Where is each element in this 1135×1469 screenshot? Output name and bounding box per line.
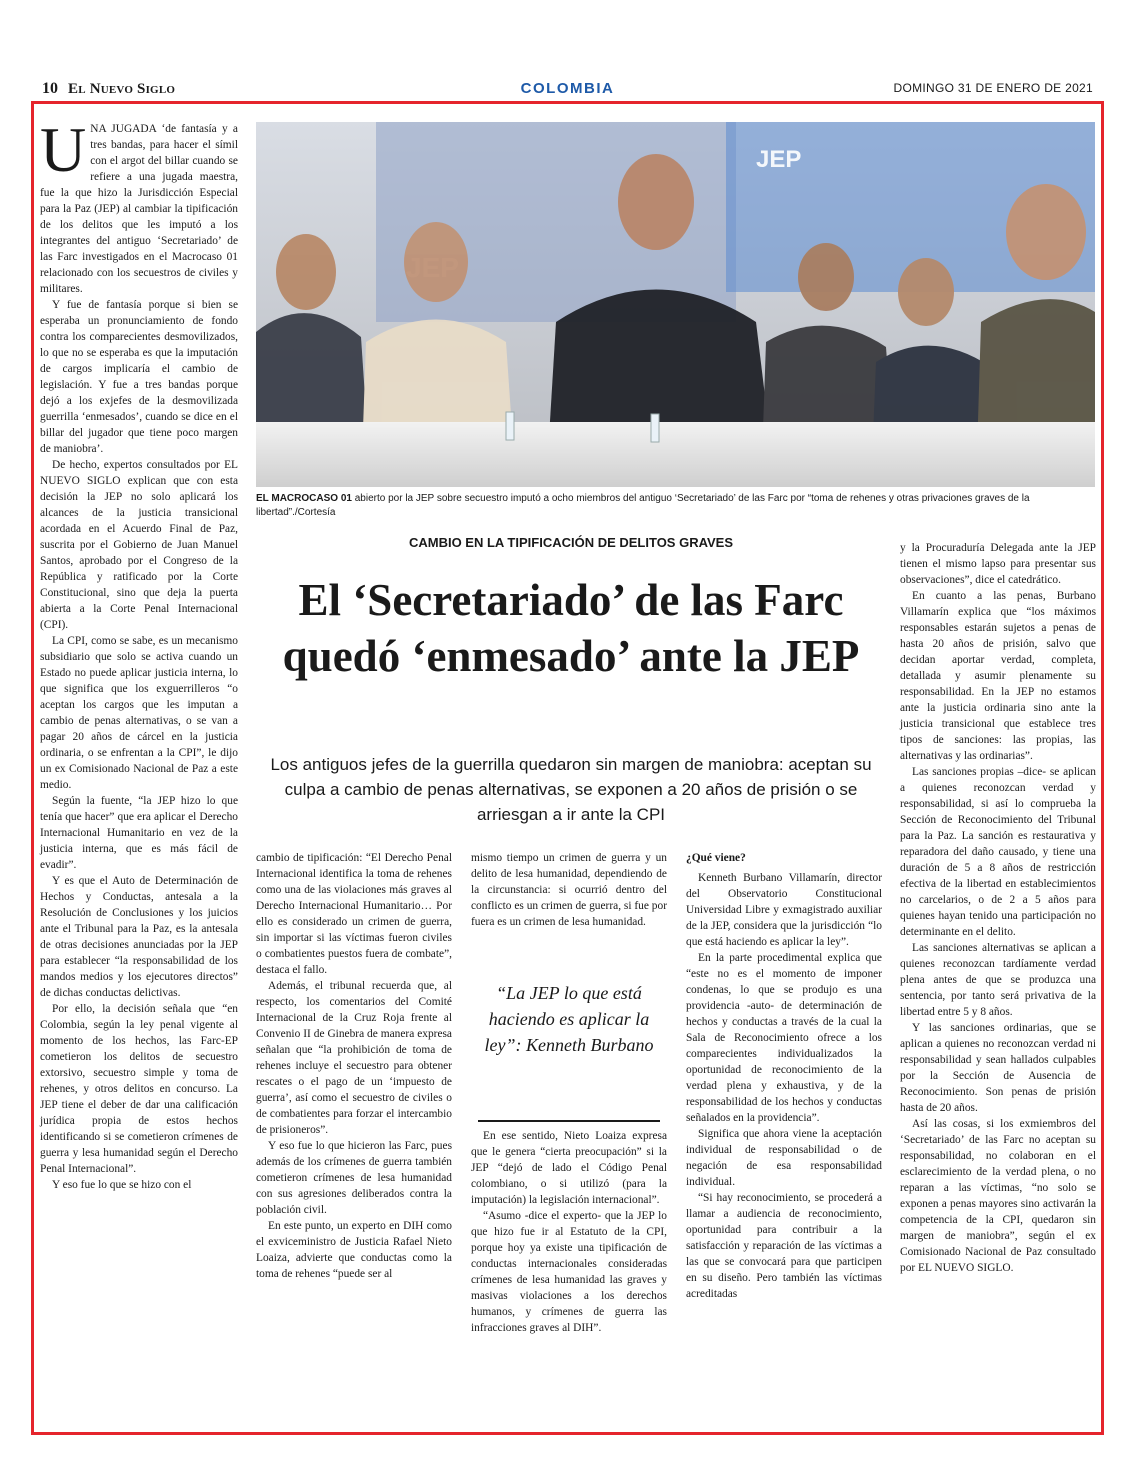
- kicker: CAMBIO EN LA TIPIFICACIÓN DE DELITOS GRAVES: [408, 535, 734, 550]
- paragraph: En ese sentido, Nieto Loaiza expresa que le genera “cierta preocupación” si la JEP “dejó de lado el Código Penal colombiano, o si utilizó (para la imputación) la legislación internacional”.: [471, 1130, 667, 1206]
- paragraph: Y fue de fantasía porque si bien se esperaba un pronunciamiento de fondo contra los comparecientes desmovilizados, lo que no se esperaba es que la imputación de cargos implicaría el cambio de legislación. Y fue a tres bandas porque dejó a los exjefes de la desmovilizada guerrilla ‘enmesados’, cuando se dice en el billar del jugador que tiene poco margen de maniobra’.: [40, 299, 238, 455]
- paragraph: Las sanciones alternativas se aplican a quienes reconozcan tardíamente verdad plena antes de que se produzca una sentencia, por tanto será privativa de la libertad entre 5 y 8 años.: [900, 942, 1096, 1018]
- svg-text:JEP: JEP: [756, 146, 802, 173]
- paragraph: UNA JUGADA ‘de fantasía y a tres bandas, para hacer el símil con el argot del billar cuando se refiere a una jugada maestra, fue la que hizo la Jurisdicción Especial para la Paz (JEP) al cambiar la tipificación de los delitos que les imputó a los integrantes del antiguo ‘Secretariado’ de las Farc investigados en el Macrocaso 01 relacionado con los secuestros de civiles y militares.: [40, 114, 238, 295]
- article-column-2: [256, 850, 452, 1282]
- paragraph: Así las cosas, si los exmiembros del ‘Secretariado’ de las Farc no aceptan su responsabilidad, no colaboran en el esclarecimiento de la verdad plena, o no reparan a las víctimas, “no solo se exponen a penas mayores sino activarán la competencia de la CPI, quedaron sin margen de maniobra”, según el ex Comisionado Nacional de Paz consultado por EL NUEVO SIGLO.: [900, 1118, 1096, 1274]
- paragraph: Por ello, la decisión señala que “en Colombia, según la ley penal vigente al momento de los hechos, las Farc-EP cometieron los delitos de secuestro extorsivo, secuestro simple y toma de rehenes, y otros delitos en concurso. La JEP tiene el deber de dar una calificación jurídica propia de estos hechos identificando si se cometieron crímenes de guerra y lesa humanidad según el Derecho Penal Internacional”.: [40, 1003, 238, 1175]
- article-column-3: [471, 850, 667, 1336]
- article-column-4: [686, 850, 882, 1302]
- section-name: COLOMBIA: [520, 80, 615, 97]
- paragraph: Las sanciones propias –dice- se aplican a quienes reconozcan verdad y responsabilidad, si así lo comprueba la Sección de Reconocimiento del Tribunal para la Paz. La sanción es restaurativa y reparadora del daño causado, y tiene una duración de 5 a 8 años de restricción efectiva de la libertad en establecimientos no carcelarios, o de 2 a 5 años para quienes hayan tenido una participación no determinante en el delito.: [900, 766, 1096, 938]
- paragraph: Y eso fue lo que se hizo con el: [52, 1179, 192, 1191]
- paragraph: Según la fuente, “la JEP hizo lo que tenía que hacer” que era aplicar el Derecho Internacional Humanitario en vez de la justicia interna, que es más fácil de evadir”.: [40, 795, 238, 871]
- issue-date: DOMINGO 31 DE ENERO DE 2021: [893, 81, 1093, 95]
- paragraph: En cuanto a las penas, Burbano Villamarín explica que “los máximos responsables estarán sujetos a penas de hasta 20 años de prisión, salvo que decidan aportar verdad, completa, detallada y asumir plenamente su responsabilidad. En la JEP no estamos ante la justicia ordinaria sino ante la justicia transicional que establece tres tipos de sanciones: las propias, las alternativas y las ordinarias”.: [900, 590, 1096, 762]
- photo-caption: EL MACROCASO 01 abierto por la JEP sobre secuestro imputó a ocho miembros del antiguo ‘Secretariado’ de las Farc por “toma de rehenes y otras privaciones graves de la libertad”./Cortesía: [256, 493, 1030, 518]
- paragraph: Significa que ahora viene la aceptación individual de responsabilidad o de negación de esa responsabilidad individual.: [686, 1128, 882, 1188]
- subheadline-deck: Los antiguos jefes de la guerrilla quedaron sin margen de maniobra: aceptan su culpa a cambio de penas alternativas, se exponen a 20 años de prisión o se arriesgan a ir ante la CPI: [270, 755, 872, 824]
- headline: El ‘Secretariado’ de las Farc quedó ‘enmesado’ ante la JEP: [282, 575, 860, 681]
- paragraph: Además, el tribunal recuerda que, al respecto, los comentarios del Comité Internacional de la Cruz Roja frente al Convenio II de Ginebra de manera expresa señalan que “la prohibición de toma de rehenes incluye el secuestro para obtener rescates o el pago de un ‘impuesto de guerra’, así como el secuestro de civiles o de combatientes para forzar el intercambio de prisioneros”.: [256, 980, 452, 1136]
- paragraph: De hecho, expertos consultados por EL NUEVO SIGLO explican que con esta decisión la JEP no solo aplicará los alcances de la justicia transicional acordada en el Acuerdo Final de Paz, suscrita por el Gobierno de Juan Manuel Santos, aprobado por el Congreso de la República y ratificado por la Corte Constitucional, sino que deja la puerta abierta a la Corte Penal Internacional (CPI).: [40, 459, 238, 631]
- paragraph: mismo tiempo un crimen de guerra y un delito de lesa humanidad, dependiendo de la circunstancia: si ocurrió dentro del conflicto es un crimen de guerra, si fue por fuera es un crimen de lesa humanidad.: [471, 852, 667, 928]
- hearing-photo: [256, 122, 1095, 487]
- paragraph: cambio de tipificación: “El Derecho Penal Internacional identifica la toma de rehenes como una de las violaciones más graves al Derecho Internacional Humanitario… Por ello es considerado un crimen de guerra, sin importar si las víctimas fueron civiles o combatientes puestos fuera de combate”, destaca el fallo.: [256, 852, 452, 976]
- paragraph: Y es que el Auto de Determinación de Hechos y Conductas, antesala a la Resolución de Conclusiones y los juicios ante el Tribunal para la Paz, es la antesala de otras decisiones anunciadas por la JEP para establecer “la responsabilidad de los mandos medios y los ejecutores directos” de dichas conductas delictivas.: [40, 875, 238, 999]
- pull-quote-rule: [478, 1120, 660, 1122]
- section-subhead: ¿Qué viene?: [686, 852, 746, 864]
- paragraph: “Asumo -dice el experto- que la JEP lo que hizo fue ir al Estatuto de la CPI, porque hoy ya existe una tipificación de conductas internacionales consideradas crímenes de lesa humanidad las graves y masivas violaciones a los derechos humanos, y crímenes de guerra las infracciones graves al DIH”.: [471, 1210, 667, 1334]
- paragraph: Y las sanciones ordinarias, que se aplican a quienes no reconozcan verdad ni responsabilidad y sean hallados culpables por la Sección de Ausencia de Reconocimiento. Son penas de prisión hasta de 20 años.: [900, 1022, 1096, 1114]
- pull-quote: “La JEP lo que está haciendo es aplicar la ley”: Kenneth Burbano: [484, 983, 654, 1055]
- paragraph: En este punto, un experto en DIH como el exviceministro de Justicia Rafael Nieto Loaiza, advierte que conductas como la toma de rehenes “puede ser al: [256, 1220, 452, 1280]
- page-number: 10: [42, 80, 58, 97]
- paragraph: En la parte procedimental explica que “este no es el momento de imponer condenas, lo que se produjo es una providencia -auto- de determinación de hechos y conductas a través de la cual la Sala de Reconocimiento ofrece a los comparecientes individualizados la oportunidad de reconocimiento de la verdad plena y exhaustiva, y de la responsabilidad de los hechos y conductas señalados en la providencia”.: [686, 952, 882, 1124]
- article-column-1: [40, 114, 238, 1193]
- drop-cap: U: [40, 114, 87, 185]
- paragraph: Y eso fue lo que hicieron las Farc, pues además de los crímenes de guerra también cometieron crímenes de lesa humanidad con sus agresiones deliberados contra la población civil.: [256, 1140, 452, 1216]
- paragraph: “Si hay reconocimiento, se procederá a llamar a audiencia de reconocimiento, oportunidad para contribuir a la satisfacción y reparación de las víctimas a las que se convocará para que participen en su diseño. Pero también las víctimas acreditadas: [686, 1192, 882, 1300]
- paragraph: Kenneth Burbano Villamarín, director del Observatorio Constitucional Universidad Libre y exmagistrado auxiliar de la JEP, considera que la jurisdicción “lo que está haciendo es aplicar la ley”.: [686, 872, 882, 948]
- newspaper-name: El Nuevo Siglo: [68, 81, 176, 97]
- article-column-5: [900, 540, 1096, 1276]
- paragraph: La CPI, como se sabe, es un mecanismo subsidiario que solo se activa cuando un Estado no puede aplicar justicia interna, lo que significa que los exguerrilleros “o aceptan los cargos que les imputan a cambio de penas alternativas, o se van a pagar 20 años de cárcel en la justicia ordinaria, o se enfrentan a la CPI”, le dijo un ex Comisionado Nacional de Paz a este medio.: [40, 635, 238, 791]
- paragraph: y la Procuraduría Delegada ante la JEP tienen el mismo lapso para presentar sus observaciones”, dice el catedrático.: [900, 542, 1096, 586]
